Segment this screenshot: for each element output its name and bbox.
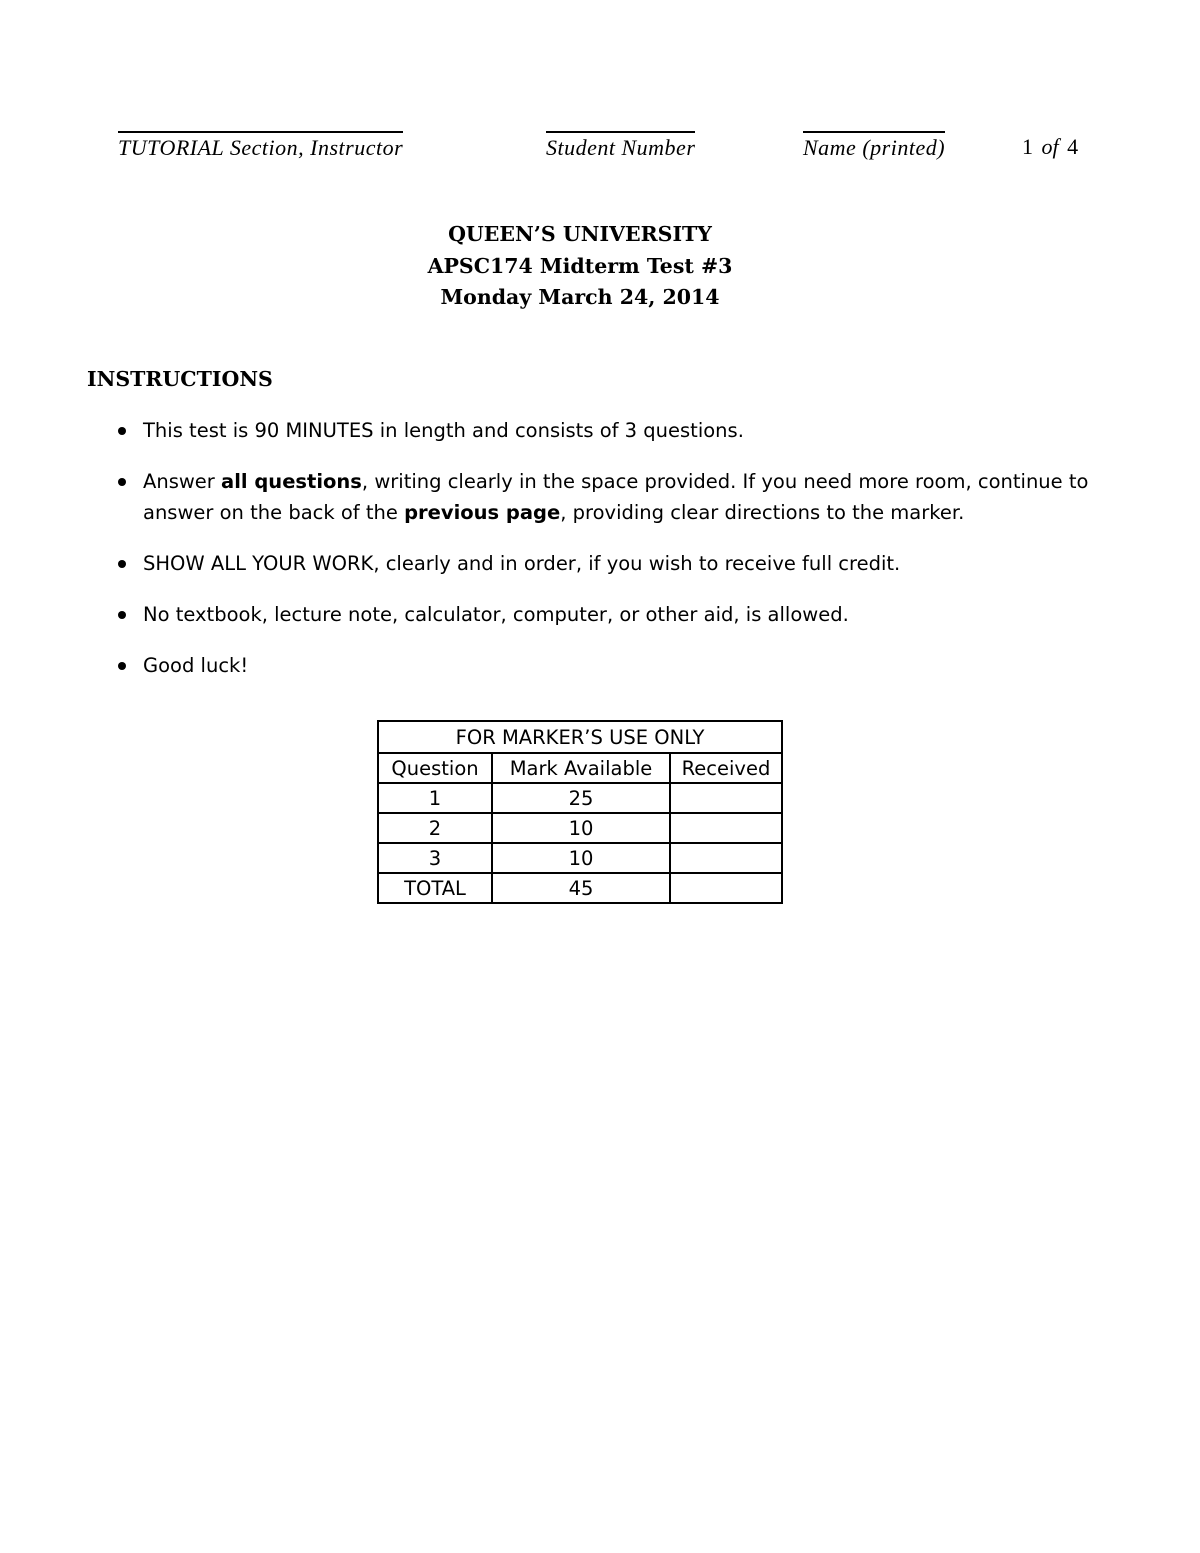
university-name: QUEEN’S UNIVERSITY [448, 222, 712, 246]
instruction-text-pre: Answer [143, 470, 222, 493]
instruction-bold-previous-page: previous page [404, 501, 561, 524]
header-mark-available: Mark Available [492, 753, 670, 783]
instruction-bold-all-questions: all questions [221, 470, 362, 493]
instruction-item [143, 548, 1093, 579]
header-received: Received [670, 753, 782, 783]
cell-received[interactable] [670, 813, 782, 843]
table-row [378, 813, 782, 843]
cell-available: 10 [492, 813, 670, 843]
student-number-field[interactable] [546, 131, 695, 161]
instruction-item [143, 415, 1093, 446]
marker-table-title-row [378, 721, 782, 753]
instruction-item [143, 650, 1093, 681]
instructions-heading: INSTRUCTIONS [87, 367, 273, 391]
bullet-icon [118, 478, 126, 486]
page-of: of [1041, 134, 1059, 159]
table-row [378, 843, 782, 873]
tutorial-section-field[interactable] [118, 131, 403, 161]
cell-question: 1 [378, 783, 492, 813]
cell-received[interactable] [670, 783, 782, 813]
marker-table-title: FOR MARKER’S USE ONLY [378, 721, 782, 753]
cell-available: 25 [492, 783, 670, 813]
instruction-item [143, 466, 1093, 528]
cell-received[interactable] [670, 843, 782, 873]
cell-available: 10 [492, 843, 670, 873]
cell-available: 45 [492, 873, 670, 903]
name-printed-field[interactable] [803, 131, 945, 161]
tutorial-section-label: TUTORIAL Section, Instructor [118, 135, 404, 160]
bullet-icon [118, 427, 126, 435]
cell-question: 2 [378, 813, 492, 843]
page-current: 1 [1022, 134, 1033, 159]
test-date: Monday March 24, 2014 [440, 285, 720, 309]
instruction-text: No textbook, lecture note, calculator, computer, or other aid, is allowed. [143, 603, 849, 626]
instruction-text-mid: , writing clearly in the space provided. If you need more room, continue to answer on the back of the [143, 470, 1089, 524]
cell-question: 3 [378, 843, 492, 873]
instruction-text: Good luck! [143, 654, 249, 677]
test-name: APSC174 Midterm Test #3 [427, 253, 733, 278]
bullet-icon [118, 662, 126, 670]
title-block [0, 219, 1160, 314]
table-row-total [378, 873, 782, 903]
cell-question: TOTAL [378, 873, 492, 903]
page-number [1022, 134, 1078, 160]
student-number-label: Student Number [546, 135, 696, 160]
cell-received[interactable] [670, 873, 782, 903]
marker-table [377, 720, 783, 904]
instruction-item [143, 599, 1093, 630]
header-question: Question [378, 753, 492, 783]
instruction-text-post: , providing clear directions to the marker. [560, 501, 965, 524]
bullet-icon [118, 560, 126, 568]
bullet-icon [118, 611, 126, 619]
instruction-text: SHOW ALL YOUR WORK, clearly and in order, if you wish to receive full credit. [143, 552, 901, 575]
marker-table-header-row [378, 753, 782, 783]
page-total: 4 [1067, 134, 1079, 159]
name-printed-label: Name (printed) [803, 135, 946, 160]
instruction-text: This test is 90 MINUTES in length and consists of 3 questions. [143, 419, 744, 442]
table-row [378, 783, 782, 813]
